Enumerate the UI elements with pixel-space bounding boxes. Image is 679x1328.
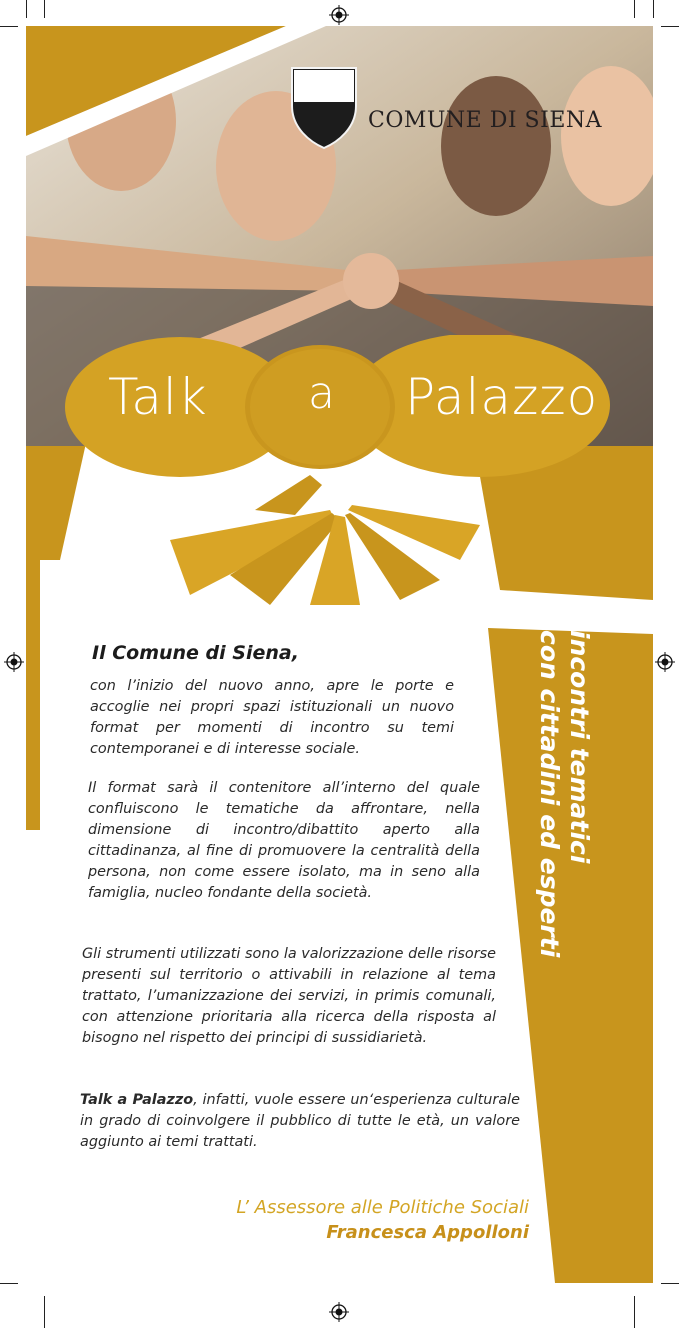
title-word-palazzo: Palazzo xyxy=(405,368,599,426)
logo-text: COMUNE DI SIENA xyxy=(368,107,603,133)
title-word-a: a xyxy=(308,368,336,419)
intro-heading: Il Comune di Siena, xyxy=(92,642,299,664)
title-word-talk: Talk xyxy=(108,368,208,426)
signature-role: L’ Assessore alle Politiche Sociali xyxy=(236,1197,529,1218)
paragraph-3: Gli strumenti utilizzati sono la valorizzazione delle risorse presenti sul territorio o attivabili in relazione al tema trattato, l’umanizzazione dei servizi, in primis comunali, con attenzione prioritaria alla ricerca della risposta al bisogno nel rispetto dei principi di sussidiarietà. xyxy=(82,946,496,1046)
siena-shield-icon xyxy=(290,66,358,150)
comune-logo xyxy=(290,66,602,150)
paragraph-4-bold: Talk a Palazzo xyxy=(80,1092,194,1108)
paragraph-4 xyxy=(80,1090,520,1153)
side-banner-line2: con cittadini ed esperti xyxy=(535,630,564,958)
side-banner-line1: incontri tematici xyxy=(565,630,594,864)
paragraph-1: con l’inizio del nuovo anno, apre le porte e accoglie nei propri spazi istituzionali un nuovo format per momenti di incontro su temi contemporanei e di interesse sociale. xyxy=(90,678,454,757)
paragraph-4-rest: , infatti, vuole essere un‘esperienza culturale in grado di coinvolgere il pubblico di tutte le età, un valore aggiunto ai temi trattati. xyxy=(80,1092,521,1150)
side-banner xyxy=(482,630,653,1035)
signature xyxy=(236,1195,529,1245)
paragraph-2: Il format sarà il contenitore all’interno del quale confluiscono le tematiche da affrontare, nella dimensione di incontro/dibattito aperto alla cittadinanza, al fine di promuovere la centralità della persona, non come essere isolato, ma in seno alla famiglia, nucleo fondante della società. xyxy=(88,780,480,901)
signature-name: Francesca Appolloni xyxy=(326,1222,529,1243)
